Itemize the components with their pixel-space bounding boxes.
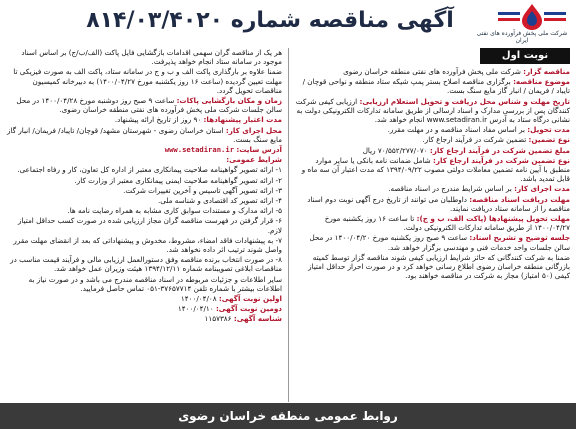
- paragraph-text: ۱- ارائه تصویر گواهینامه صلاحیت پیمانکاری معتبر از اداره کل تعاون، کار و رفاه اجتماعی.: [17, 165, 282, 175]
- oil-drop-logo-icon: [474, 2, 570, 30]
- paragraph-text: ساعت ۹ صبح روز دوشنبه مورخ ۱۴۰۰/۰۴/۲۸ در محل سالن جلسات شرکت ملی پخش فرآورده های نفتی منطقه خراسان رضوی.: [16, 96, 282, 115]
- ad-paragraph: [294, 253, 570, 281]
- ad-paragraph: [6, 206, 282, 215]
- paragraph-text: ۱۴۰۰/۰۴/۱۰: [177, 304, 216, 314]
- column-divider: [288, 48, 289, 402]
- paragraph-text: ۱۱۵۷۳۸۶: [204, 314, 234, 324]
- paragraph-text: ضمنا به شرکت کنندگانی که حائز شرایط ارزیابی کیفی شوند مناقصه گزار توسط کمیته بازرگانی منطقه خراسان رضوی اطلاع رسانی خواهد کرد و در صورت احراز حداقل امتیاز کیفی (۵۰ امتیاز) مجاز به شرکت در مناقصه خواهند بود.: [308, 252, 570, 281]
- paragraph-text: بر اساس شرایط مندرج در اسناد مناقصه.: [388, 184, 515, 194]
- ad-paragraph: [6, 255, 282, 273]
- paragraph-text: ۶- قرار گرفتن در فهرست مناقصه گران مجاز ارزیابی شده در صورت کسب حداقل امتیاز لازم.: [17, 216, 282, 235]
- paragraph-text: هر یک از مناقصه گران سهمی اقدامات بازگشایی فایل پاکت (الف/ب/ج) بر اساس اسناد موجود در سامانه ستاد انجام خواهد پذیرفت.: [21, 48, 282, 67]
- paragraph-text: ۷۰/۵۵۲/۲۷۷/۰۷۰ ریال: [362, 145, 430, 155]
- ad-paragraph: [6, 48, 282, 66]
- paragraph-label: شناسه آگهی:: [233, 314, 282, 324]
- paragraph-text: تا ساعت ۱۶ روز یکشنبه مورخ ۱۴۰۰/۰۴/۲۷ از طریق سامانه تدارکات الکترونیکی دولت.: [324, 214, 570, 233]
- ad-paragraph: [6, 115, 282, 124]
- paragraph-label: مبلغ تضمین شرکت در فرآیند ارجاع کار:: [429, 145, 570, 155]
- logo-caption: شرکت ملی پخش فرآورده های نفتی ایران: [476, 30, 568, 44]
- ad-paragraph: [6, 165, 282, 174]
- paragraph-text: شامل ضمانت نامه بانکی یا سایر موارد منطبق با آیین نامه تضمین معاملات دولتی مصوب ۱۳۹۴/۰۹/۲۲ که مدت اعتبار آن سه ماه و قابل تمدید باشد.: [301, 155, 570, 184]
- ad-paragraph: [6, 294, 282, 303]
- ad-paragraph: [6, 216, 282, 234]
- paragraph-text: ۳- ارائه تصویر آگهی تاسیس و آخرین تغییرات شرکت.: [123, 185, 282, 195]
- paragraph-label: مهلت دریافت اسناد مناقصه:: [469, 194, 570, 204]
- paragraph-label: تاریخ مهلت و شناس محل دریافت و تحویل استعلام ارزیابی:: [359, 96, 570, 106]
- paragraph-text: سایر اطلاعات و جزئیات مربوطه در اسناد مناقصه مندرج می باشد و در صورت نیاز به اطلاعات بیشتر با شماره تلفن ۳۷۶۵۷۷۱۴-۰۵۱ تماس حاصل فرمایید.: [28, 274, 282, 293]
- ad-paragraph: [6, 67, 282, 95]
- ad-paragraph: [294, 77, 570, 95]
- paragraph-label: مدت اجرای کار:: [514, 184, 570, 194]
- paragraph-label: مدت تحویل:: [527, 125, 570, 135]
- paragraph-text: شرکت ملی پخش فرآورده های نفتی منطقه خراسان رضوی: [343, 67, 524, 76]
- paragraph-label: شرایط عمومی:: [226, 155, 282, 165]
- ad-paragraph: [6, 145, 282, 154]
- ad-paragraph: [6, 176, 282, 185]
- website-link[interactable]: www.setadiran.ir: [164, 145, 235, 155]
- paragraph-text: تضمین شرکت در فرآیند ارجاع کار.: [422, 135, 529, 145]
- paragraph-text: داوطلبان می توانند از تاریخ درج آگهی نوبت دوم اسناد مناقصه را از سامانه ستاد دریافت نمایند.: [307, 194, 570, 213]
- ad-paragraph: [6, 236, 282, 254]
- ad-paragraph: [6, 304, 282, 313]
- paragraph-text: ۷- به پیشنهادات فاقد امضاء، مشروط، مخدوش و پیشنهاداتی که بعد از انقضای مهلت مقرر واصل شوند ترتیب اثر داده نخواهد شد.: [13, 235, 282, 255]
- ad-paragraph: [6, 126, 282, 144]
- ad-paragraph: [294, 233, 570, 251]
- paragraph-label: موضوع مناقصه:: [513, 77, 570, 87]
- paragraph-label: زمان و مکان بازگشایی پاکات:: [176, 96, 282, 106]
- ad-header: [0, 0, 576, 44]
- ad-body: [6, 48, 570, 402]
- ad-paragraph: [294, 67, 570, 76]
- paragraph-text: ضمنا علاوه بر بارگذاری پاکت الف و ب و ج در سامانه ستاد، پاکت الف به صورت فیزیکی تا مهلت تعیین گردیده (ساعت ۱۶ روز یکشنبه مورخ ۱۴۰۰/۰۴/۲۷) به دبیرخانه کمیسیون مناقصات تحویل گردد.: [13, 67, 282, 95]
- ad-paragraph: [294, 146, 570, 155]
- paragraph-label: آدرس سایت:: [236, 145, 282, 155]
- paragraph-label: محل اجرای کار:: [225, 125, 282, 135]
- paragraph-text: ۴- ارائه تصویر کد اقتصادی و شناسه ملی.: [158, 196, 282, 206]
- paragraph-text: بر اساس مفاد اسناد مناقصه و در مهلت مقرر.: [387, 125, 528, 135]
- paragraph-text: ۲- ارائه تصویر گواهینامه صلاحیت ایمنی پیمانکاری معتبر از وزارت کار.: [74, 175, 282, 185]
- paragraph-label: نوع تضمین شرکت در فرآیند ارجاع کار:: [433, 155, 570, 165]
- paragraph-text: ۹۰ روز از تاریخ ارائه پیشنهاد.: [114, 115, 204, 125]
- ad-paragraph: [294, 184, 570, 193]
- footer-bar: روابط عمومی منطقه خراسان رضوی: [0, 403, 576, 429]
- paragraph-text: ساعت ۹ صبح روز یکشنبه مورخ ۱۴۰۰/۰۴/۲۰ در محل سالن جلسات واحد خدمات فنی و مهندسی برگزار خواهد شد.: [309, 233, 570, 252]
- paragraph-label: مناقصه گزار:: [523, 67, 570, 76]
- ad-paragraph: [6, 186, 282, 195]
- ad-paragraph: [6, 314, 282, 323]
- paragraph-label: مدت اعتبار پیشنهادها:: [203, 115, 282, 125]
- paragraph-text: ۱۴۰۰/۰۴/۰۸: [180, 294, 219, 304]
- ad-paragraph: [6, 275, 282, 293]
- company-logo: [474, 2, 570, 44]
- paragraph-text: ۵- ارائه مدارک و مستندات سوابق کاری مشابه به همراه رضایت نامه ها.: [67, 206, 282, 216]
- paragraph-label: مهلت تحویل پیشنهادها (پاکت الف، ب و ج):: [416, 214, 570, 224]
- publication-round-badge: نوبت اول: [480, 48, 570, 64]
- ad-paragraph: [294, 214, 570, 232]
- ad-paragraph: [6, 155, 282, 164]
- paragraph-text: برگزاری مناقصه اصلاح بستر پمپ شیکه ستاد منطقه و نواحی قوچان / تایباد / فریمان / انبار گاز مایع سنگ بست.: [302, 77, 570, 96]
- ad-paragraph: [294, 125, 570, 134]
- ad-title: آگهی مناقصه شماره ۸۱۴/۰۳/۴۰۲۰: [86, 8, 454, 33]
- paragraph-text: ارزیابی کیفی شرکت کنندگان پس از بررسی مدارک و اسناد ارسالی از طریق سامانه تدارکات الکترونیکی دولت به نشانی درگاه ستاد به آدرس www.setadiran.ir انجام خواهد شد.: [295, 96, 570, 125]
- ad-paragraph: [6, 96, 282, 114]
- ad-paragraph: [294, 97, 570, 125]
- paragraph-label: نوع تضمین:: [528, 135, 570, 145]
- paragraph-text: استان خراسان رضوی - شهرستان مشهد/ قوچان/ تایباد/ فریمان/ انبار گاز مایع سنگ بست.: [6, 125, 282, 144]
- paragraph-text: ۸- در صورت انتخاب برنده مناقصه وفق دستورالعمل ارزیابی مالی و فرآیند قیمت مناسب در مناقصات ابلاغی تصویبنامه شماره ۱۳۹۴/۱۲/۱۱ هیئت وزیران عمل خواهد شد.: [10, 255, 282, 274]
- right-column: [294, 48, 570, 402]
- ad-paragraph: [294, 156, 570, 184]
- ad-paragraph: [294, 135, 570, 144]
- left-column: [6, 48, 282, 402]
- ad-paragraph: [6, 196, 282, 205]
- ad-paragraph: [294, 195, 570, 213]
- paragraph-label: اولین نوبت آگهی:: [218, 294, 282, 304]
- paragraph-label: دومین نوبت آگهی:: [215, 304, 282, 314]
- paragraph-label: جلسه توضیح و تشریح اسناد:: [469, 233, 570, 243]
